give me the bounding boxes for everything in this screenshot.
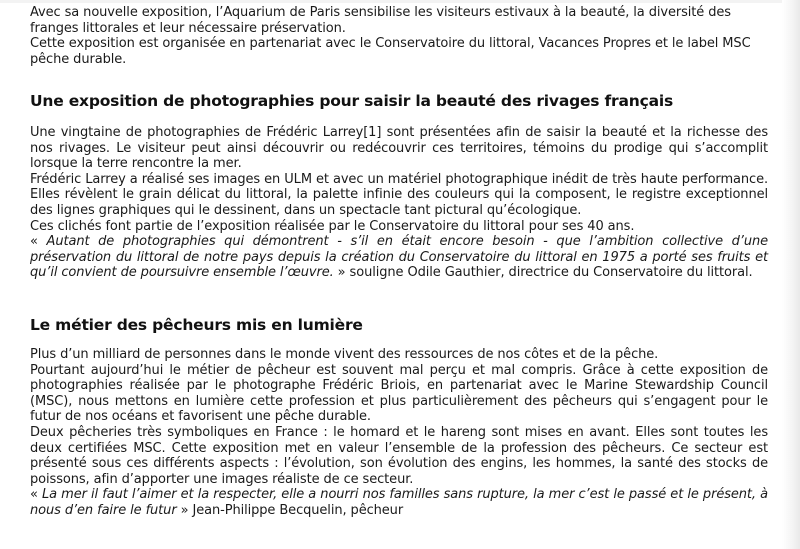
intro-block: [30, 5, 768, 67]
section2-paragraph-1: Plus d’un milliard de personnes dans le monde vivent des ressources de nos côtes et de la pêche.: [30, 347, 659, 362]
section1-quote-attribution: » souligne Odile Gauthier, directrice du Conservatoire du littoral.: [333, 265, 753, 281]
section2-body: [30, 347, 768, 519]
section1-quote-text: Autant de photographies qui démontrent - s’il en était encore besoin - que l’ambition collective d’une préservation du littoral de notre pays depuis la création du Conservatoire du littoral en 1975 a porté ses fruits et qu’il convient de poursuivre ensemble l’œuvre.: [30, 234, 769, 281]
section1-paragraph-2: Frédéric Larrey a réalisé ses images en ULM et avec un matériel photographique inédit de très haute performance. Elles révèlent le grain délicat du littoral, la palette infinie des couleurs qui la composent, le registre exceptionnel des lignes graphiques qui le dessinent, dans un spectacle tant pictural qu’écologique.: [30, 171, 768, 218]
section2-heading: Le métier des pêcheurs mis en lumière: [30, 316, 363, 334]
section1-paragraph-3: Ces clichés font partie de l’exposition réalisée par le Conservatoire du littoral pour ses 40 ans.: [30, 218, 635, 234]
section2-paragraph-3: Deux pêcheries très symboliques en France : le homard et le hareng sont mises en avant. Elles sont toutes les deux certifiées MSC. Cette exposition met en valeur l’ensemble de la profession des pêcheurs. Ce secteur est présenté sous ces différents aspects : l’évolution, son évolution des engins, les hommes, la santé des stocks de poissons, afin d’apporter une images réaliste de ce secteur.: [30, 424, 768, 487]
quote-open-mark: «: [30, 234, 47, 250]
section2-quote-text: La mer il faut l’aimer et la respecter, elle a nourri nos familles sans rupture, la mer c’est le passé et le présent, à nous d’en faire le futur: [30, 487, 768, 518]
section2-paragraph-2: Pourtant aujourd’hui le métier de pêcheur est souvent mal perçu et mal compris. Grâce à cette exposition de photographies réalisée par le photographe Frédéric Briois, en partenariat avec le Marine Stewardship Council (MSC), nous mettons en lumière cette profession et plus particulièrement des pêcheurs qui s’engagent pour le futur de nos océans et favorisent une pêche durable.: [30, 362, 768, 425]
intro-paragraph-1: Avec sa nouvelle exposition, l’Aquarium de Paris sensibilise les visiteurs estivaux à la beauté, la diversité des franges littorales et leur nécessaire préservation.: [30, 5, 731, 36]
top-edge-shade: [0, 0, 800, 3]
section1-heading: Une exposition de photographies pour saisir la beauté des rivages français: [30, 92, 673, 110]
section2-quote-attribution: » Jean-Philippe Becquelin, pêcheur: [176, 502, 404, 518]
section1-paragraph-1: Une vingtaine de photographies de Frédéric Larrey[1] sont présentées afin de saisir la beauté et la richesse des nos rivages. Le visiteur peut ainsi découvrir ou redécouvrir ces territoires, témoins du prodige qui s’accomplit lorsque la terre rencontre la mer.: [30, 125, 768, 172]
section1-body: [30, 125, 768, 281]
intro-paragraph-2: Cette exposition est organisée en partenariat avec le Conservatoire du littoral, Vacances Propres et le label MSC pêche durable.: [30, 36, 751, 67]
section1-quote: [30, 234, 768, 281]
quote-open-mark: «: [30, 487, 43, 503]
section2-quote: [30, 487, 768, 518]
right-edge-shade: [782, 0, 800, 549]
